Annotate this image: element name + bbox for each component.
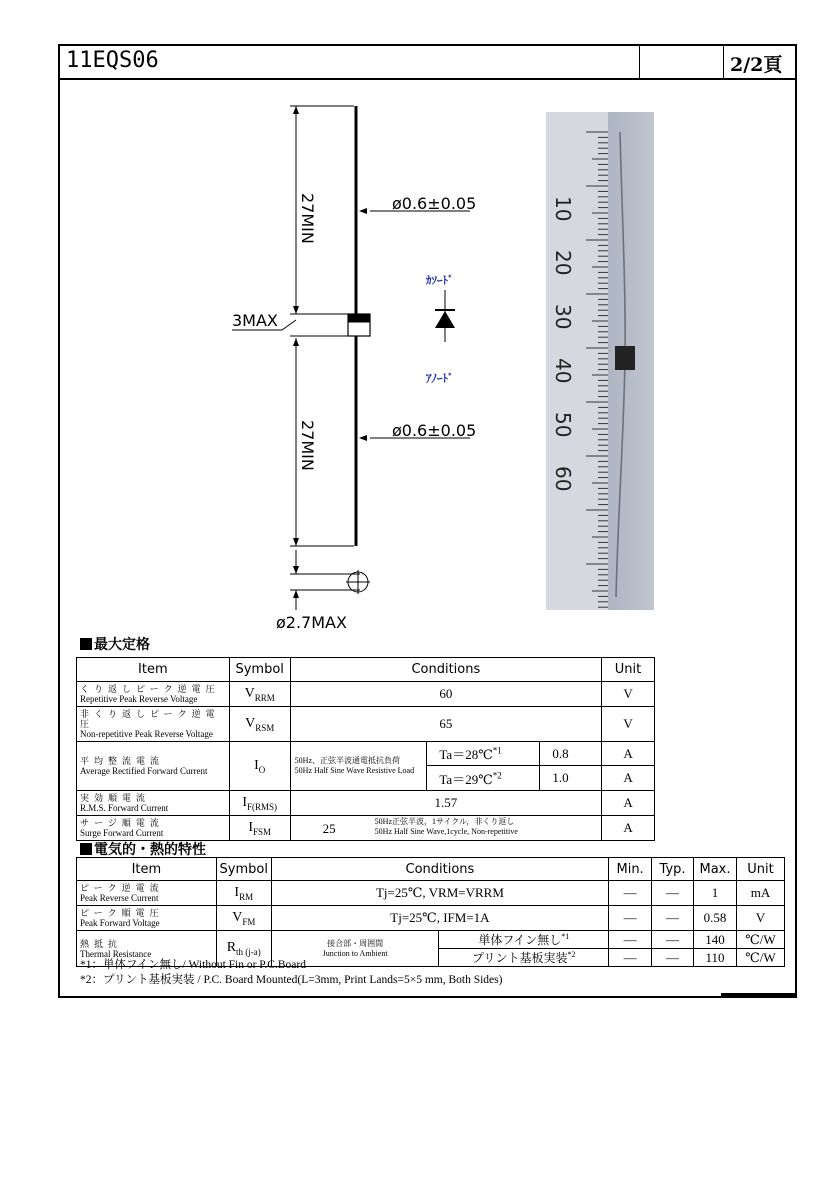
col-item: Item	[77, 858, 217, 881]
symbol-cell	[229, 682, 290, 707]
typ-cell: —	[652, 931, 694, 949]
table-row	[77, 931, 785, 949]
min-cell: —	[609, 931, 652, 949]
divider	[539, 766, 540, 790]
lead-diameter-top: ø0.6±0.05	[392, 194, 477, 213]
elec-char-title	[80, 839, 206, 859]
outline-drawing	[220, 98, 480, 638]
item-cell	[77, 906, 217, 931]
col-typ: Typ.	[652, 858, 694, 881]
col-conditions: Conditions	[271, 858, 608, 881]
typ-cell: —	[652, 881, 694, 906]
lead-diameter-bottom: ø0.6±0.05	[392, 421, 477, 440]
unit-cell: ℃/W	[736, 949, 784, 967]
ruler-number: 50	[551, 412, 575, 438]
symbol-cell	[229, 742, 290, 791]
body-diameter: ø2.7MAX	[276, 613, 347, 632]
condition-jp: 50Hz正弦半波，1サイクル，非くり返し	[374, 817, 515, 826]
note-mark: *1	[492, 745, 502, 756]
note-mark: *2	[567, 950, 576, 959]
bullet-square-icon	[80, 638, 92, 650]
lead-length-top: 27MIN	[298, 193, 317, 244]
min-cell: —	[609, 906, 652, 931]
symbol: I	[254, 757, 259, 773]
table-row	[77, 707, 655, 742]
symbol-cell	[216, 906, 271, 931]
table-row	[77, 906, 785, 931]
max-cell: 0.58	[694, 906, 737, 931]
col-conditions: Conditions	[290, 658, 601, 682]
unit-cell: A	[602, 816, 655, 841]
max-cell: 1	[694, 881, 737, 906]
ruler-number: 40	[551, 358, 575, 384]
unit-cell: A	[602, 742, 655, 766]
col-min: Min.	[609, 858, 652, 881]
min-cell: —	[609, 949, 652, 967]
item-en: Repetitive Peak Reverse Voltage	[80, 694, 198, 704]
condition-jp: 接合部・周囲間	[327, 938, 384, 948]
symbol-sub: RSM	[255, 722, 275, 733]
header-divider	[639, 46, 640, 78]
col-symbol: Symbol	[216, 858, 271, 881]
ruler-number: 60	[551, 466, 575, 492]
col-max: Max.	[694, 858, 737, 881]
symbol-sub: RM	[239, 891, 254, 902]
value: 1.0	[552, 770, 569, 785]
table-row	[77, 816, 655, 841]
bullet-square-icon	[80, 843, 92, 855]
max-ratings-table	[76, 657, 655, 841]
symbol-cell	[216, 881, 271, 906]
note-mark: *2	[492, 770, 502, 781]
condition-jp: 50Hz、正弦半波通電抵抗負荷	[294, 756, 400, 765]
condition-cell	[290, 816, 601, 841]
sub-condition-cell	[427, 766, 602, 791]
symbol: R	[226, 940, 237, 956]
max-ratings-title	[80, 634, 150, 654]
value-cell: 60	[290, 682, 601, 707]
table-row	[77, 682, 655, 707]
symbol-sub: O	[258, 764, 266, 775]
max-ratings-title-text: 最大定格	[94, 637, 150, 653]
item-jp: ピーク逆電流	[80, 883, 164, 893]
symbol: I	[248, 819, 254, 835]
symbol: V	[232, 909, 243, 925]
item-en: Peak Forward Voltage	[80, 918, 160, 928]
item-en: Non-repetitive Peak Reverse Voltage	[80, 729, 213, 739]
unit-cell: A	[602, 766, 655, 791]
item-jp: 実効順電流	[80, 793, 151, 803]
item-en: Peak Reverse Current	[80, 893, 159, 903]
symbol: V	[245, 715, 256, 731]
sub-condition-cell	[427, 742, 602, 766]
item-cell	[77, 881, 217, 906]
header-divider	[723, 46, 724, 78]
unit-cell: mA	[736, 881, 784, 906]
max-cell: 140	[694, 931, 737, 949]
symbol-cell	[229, 816, 290, 841]
part-number: 11EQS06	[66, 48, 159, 73]
table-row	[77, 742, 655, 766]
symbol-sub: F(RMS)	[247, 801, 278, 812]
unit-cell: A	[602, 791, 655, 816]
table-row	[77, 881, 785, 906]
col-item: Item	[77, 658, 230, 682]
note-mark: *1	[561, 932, 570, 941]
item-jp: ピーク順電圧	[80, 908, 164, 918]
unit-cell: V	[736, 906, 784, 931]
ruler-number: 10	[551, 196, 575, 222]
item-cell	[77, 816, 230, 841]
sub-condition: Ta＝29℃	[439, 771, 493, 787]
col-unit: Unit	[602, 658, 655, 682]
item-jp: 熱抵抗	[80, 938, 123, 949]
unit-cell: V	[602, 707, 655, 742]
elec-char-table	[76, 857, 785, 967]
symbol-sub: FM	[242, 916, 256, 927]
ruler-number: 20	[551, 250, 575, 276]
min-cell: —	[609, 881, 652, 906]
header	[60, 46, 795, 80]
product-photo	[546, 112, 654, 610]
item-en: R.M.S. Forward Current	[80, 803, 169, 813]
condition-cell: Tj=25℃, VRM=VRRM	[271, 881, 608, 906]
typ-cell: —	[652, 949, 694, 967]
value-cell: 65	[290, 707, 601, 742]
divider	[539, 742, 540, 765]
symbol: I	[234, 884, 240, 900]
anode-label: ｱﾉｰﾄﾞ	[426, 372, 454, 385]
cathode-label: ｶｿｰﾄﾞ	[426, 274, 454, 287]
condition-en: 50Hz Half Sine Wave,1cycle, Non-repetitive	[374, 827, 518, 836]
value-cell: 1.57	[290, 791, 601, 816]
symbol-sub: th (j-a)	[236, 946, 261, 957]
condition-en: Junction to Ambient	[322, 948, 388, 958]
item-jp: くり返しピーク逆電圧	[80, 684, 220, 694]
max-cell: 110	[694, 949, 737, 967]
item-cell	[77, 742, 230, 791]
item-cell	[77, 791, 230, 816]
col-symbol: Symbol	[229, 658, 290, 682]
item-jp: サージ順電流	[80, 818, 164, 828]
condition-cell	[290, 742, 427, 791]
ruler-number: 30	[551, 304, 575, 330]
footnote-1: *1：単体フイン無し/ Without Fin or P.C.Board	[80, 959, 306, 971]
value: 0.8	[552, 746, 569, 761]
unit-cell: ℃/W	[736, 931, 784, 949]
symbol: V	[244, 685, 255, 701]
sub-condition: Ta＝28℃	[439, 747, 493, 762]
item-en: Average Rectified Forward Current	[80, 766, 208, 776]
symbol-cell	[229, 791, 290, 816]
col-unit: Unit	[736, 858, 784, 881]
symbol-cell	[229, 707, 290, 742]
symbol-sub: FSM	[253, 826, 272, 837]
sub-condition: プリント基板実装	[472, 951, 568, 965]
unit-cell: V	[602, 682, 655, 707]
lead-length-bottom: 27MIN	[298, 420, 317, 471]
condition-cell: Tj=25℃, IFM=1A	[271, 906, 608, 931]
elec-char-title-text: 電気的・熱的特性	[94, 842, 206, 858]
symbol: I	[242, 794, 248, 810]
sub-condition-cell	[439, 931, 609, 949]
item-en: Surge Forward Current	[80, 828, 164, 838]
footnotes	[80, 958, 502, 988]
item-cell	[77, 682, 230, 707]
typ-cell: —	[652, 906, 694, 931]
item-en: Thermal Resistance	[80, 948, 152, 959]
page-number: 2/2頁	[730, 54, 783, 76]
value: 25	[322, 821, 336, 836]
symbol-sub: RRM	[254, 692, 275, 703]
table-row	[77, 791, 655, 816]
footnote-2: *2：プリント基板実装 / P.C. Board Mounted(L=3mm, Print Lands=5×5 mm, Both Sides)	[80, 974, 503, 986]
item-jp: 非くり返しピーク逆電圧	[80, 709, 220, 729]
item-jp: 平均整流電流	[80, 756, 165, 766]
condition-en: 50Hz Half Sine Wave Resistive Load	[294, 766, 415, 775]
item-cell	[77, 707, 230, 742]
sub-condition: 単体フイン無し	[478, 933, 562, 947]
bottom-bar	[721, 993, 797, 998]
body-length: 3MAX	[232, 311, 278, 330]
